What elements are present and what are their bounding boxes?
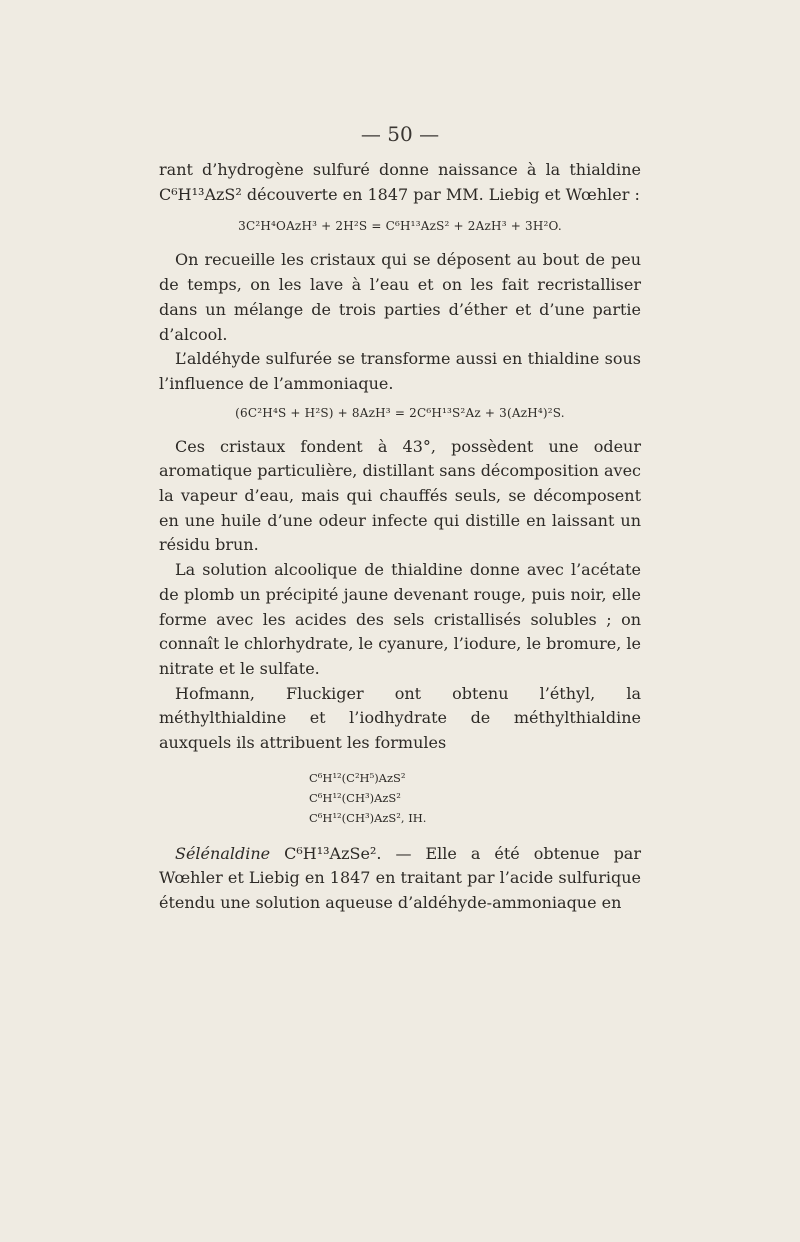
equation-1: 3C²H⁴OAzH³ + 2H²S = C⁶H¹³AzS² + 2AzH³ + 3H²O.: [238, 219, 562, 234]
paragraph-7-text: C⁶H¹³AzSe². — Elle a été obtenue par Wœhler et Liebig en 1847 en traitant par l’acide sulfurique étendu une solution aqueuse d’aldéhyde-ammoniaque en: [159, 843, 641, 913]
page-number: — 50 —: [360, 122, 440, 146]
formula-list: [309, 768, 641, 828]
paragraph-5: La solution alcoolique de thialdine donne avec l’acétate de plomb un précipité jaune devenant rouge, puis noir, elle forme avec les acides des sels cristallisés solubles ; on connaît le chlorhydrate, le cyanure, l’iodure, le bromure, le nitrate et le sulfate.: [159, 560, 641, 678]
paragraph-6: Hofmann, Fluckiger ont obtenu l’éthyl, la méthylthialdine et l’iodhydrate de méthylthialdine auxquels ils attribuent les formules: [159, 683, 641, 753]
selenaldine-term: Sélénaldine: [175, 843, 271, 863]
paragraph-3: L’aldéhyde sulfurée se transforme aussi en thialdine sous l’influence de l’ammoniaque.: [159, 349, 641, 393]
paragraph-4: Ces cristaux fondent à 43°, possèdent une odeur aromatique particulière, distillant sans décomposition avec la vapeur d’eau, mais qui chauffés seuls, se décomposent en une huile d’une odeur infecte qui distille en laissant un résidu brun.: [159, 436, 641, 555]
paragraph-7: [159, 842, 641, 916]
formula-ethylthialdine: C⁶H¹²(C²H⁵)AzS²: [309, 770, 406, 785]
equation-2: (6C²H⁴S + H²S) + 8AzH³ = 2C⁶H¹³S²Az + 3(AzH⁴)²S.: [235, 405, 565, 420]
paragraph-2: On recueille les cristaux qui se déposent au bout de peu de temps, on les lave à l’eau et on les fait recristalliser dans un mélange de trois parties d’éther et d’une partie d’alcool.: [159, 250, 641, 344]
paragraph-1: rant d’hydrogène sulfuré donne naissance à la thialdine C⁶H¹³AzS² découverte en 1847 par MM. Liebig et Wœhler :: [159, 160, 641, 204]
body-text: [159, 158, 641, 916]
formula-iodhydrate: C⁶H¹²(CH³)AzS², IH.: [309, 810, 427, 825]
formula-methylthialdine: C⁶H¹²(CH³)AzS²: [309, 790, 401, 805]
